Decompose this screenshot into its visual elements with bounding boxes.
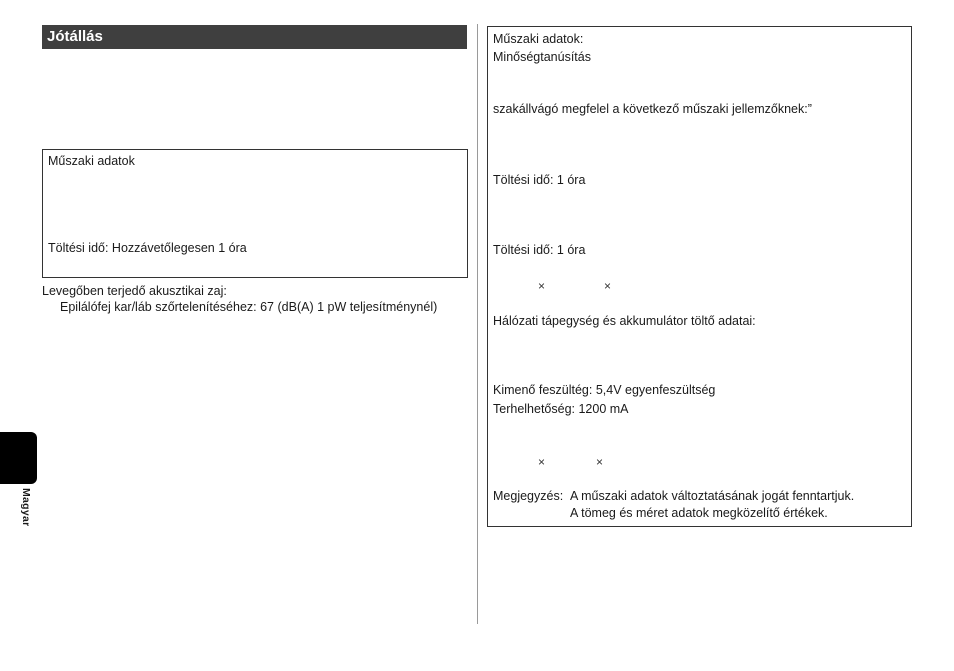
specs-label: Műszaki adatok: [493, 32, 584, 46]
dimension-times-mark: × [538, 455, 546, 469]
language-label: Magyar [20, 488, 32, 527]
acoustic-noise-label: Levegőben terjedő akusztikai zaj: [42, 284, 227, 298]
language-tab [0, 432, 37, 484]
quality-cert-text: Minőségtanúsítás [493, 50, 591, 64]
charging-time-text: Töltési idő: Hozzávetőlegesen 1 óra [48, 241, 247, 255]
power-supply-heading: Hálózati tápegység és akkumulátor töltő adatai: [493, 314, 756, 328]
note-line-1: A műszaki adatok változtatásának jogát fenntartjuk. [570, 489, 855, 503]
note-line-2: A tömeg és méret adatok megközelítő értékek. [570, 506, 828, 520]
column-divider [477, 24, 478, 624]
dimension-times-mark: × [596, 455, 604, 469]
section-title-bar [42, 25, 467, 49]
charging-time-1: Töltési idő: 1 óra [493, 173, 586, 187]
output-voltage-text: Kimenő feszültég: 5,4V egyenfeszültség [493, 383, 716, 397]
note-label: Megjegyzés: [493, 489, 564, 503]
charging-time-2: Töltési idő: 1 óra [493, 243, 586, 257]
specs-heading: Műszaki adatok [48, 154, 135, 168]
section-title: Jótállás [47, 28, 103, 45]
acoustic-noise-value: Epilálófej kar/láb szőrtelenítéséhez: 67 (dB(A) 1 pW teljesítménynél) [60, 300, 438, 314]
compliance-text: szakállvágó megfelel a következő műszaki jellemzőknek:” [493, 102, 812, 116]
dimension-times-mark: × [604, 279, 612, 293]
dimension-times-mark: × [538, 279, 546, 293]
load-capacity-text: Terhelhetőség: 1200 mA [493, 402, 629, 416]
